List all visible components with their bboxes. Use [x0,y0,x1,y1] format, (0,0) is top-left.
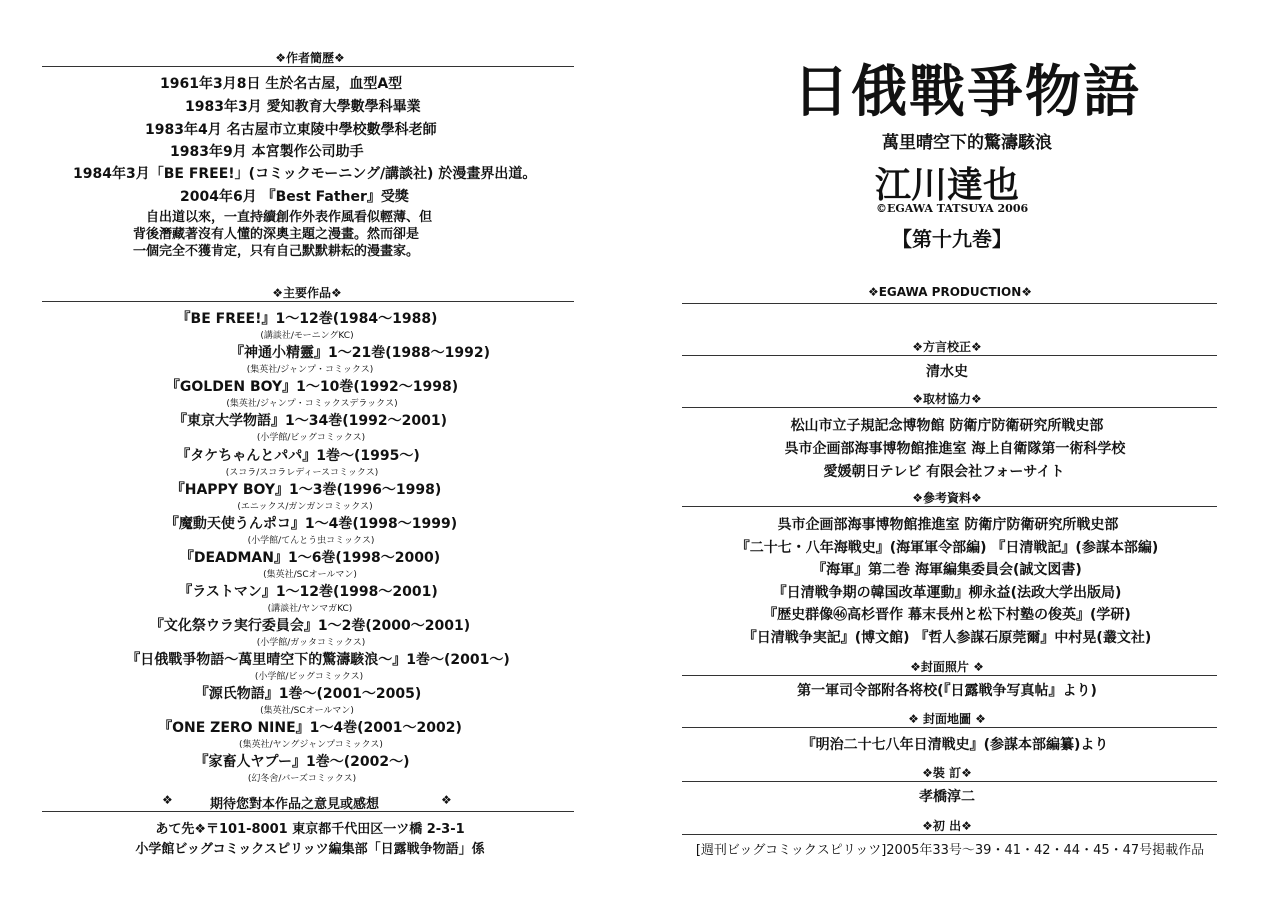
first-published-value: [週刊ビッグコミックスピリッツ]2005年33号〜39・41・42・44・45・47号掲載作品 [695,843,1205,858]
binding-heading: ❖裝 訂❖ [922,766,972,780]
references-heading: ❖參考資料❖ [912,491,982,505]
feedback-mark: ❖ [441,793,452,807]
work-title: 『ONE ZERO NINE』1〜4巻(2001〜2002) [158,720,462,736]
cover-photo-heading: ❖封面照片 ❖ [910,660,984,674]
divider [682,506,1217,507]
bio-line: 1984年3月「BE FREE!」(コミックモーニング/講談社) 於漫畫界出道。 [73,166,537,182]
divider [42,811,574,812]
cooperation-line: 松山市立子規記念博物館 防衛庁防衛研究所戦史部 [790,418,1104,434]
bio-line: 1983年3月 愛知教育大學數學科畢業 [185,99,421,115]
work-publisher: (集英社/ジャンプ・コミックスデラックス) [226,399,398,409]
cooperation-line: 愛媛朝日テレビ 有限会社フォーサイト [823,464,1065,480]
volume-label: 【第十九巻】 [892,227,1012,251]
bio-heading: ❖作者簡歷❖ [275,51,345,65]
bio-line: 1983年4月 名古屋市立東陵中學校數學科老師 [145,122,437,138]
left-page [0,0,620,918]
reference-line: 『日清戦争期の韓国改革運動』柳永益(法政大学出版局) [772,585,1122,601]
divider [682,675,1217,676]
work-publisher: (小学館/てんとう虫コミックス) [247,536,375,546]
feedback-mark: ❖ [162,793,173,807]
work-title: 『ラストマン』1〜12巻(1998〜2001) [178,584,438,600]
work-publisher: (小学館/ビッグコミックス) [254,672,364,682]
work-publisher: (集英社/SCオールマン) [260,706,354,716]
works-heading: ❖主要作品❖ [272,286,342,300]
work-publisher: (集英社/ジャンプ・コミックス) [246,365,374,375]
work-title: 『東京大学物語』1〜34巻(1992〜2001) [173,413,447,429]
divider [682,303,1217,304]
work-title: 『神通小精靈』1〜21巻(1988〜1992) [230,345,490,361]
book-subtitle: 萬里晴空下的驚濤駭浪 [882,133,1052,153]
work-publisher: (幻冬舍/バーズコミックス) [247,774,357,784]
dialect-value: 清水史 [926,364,968,380]
right-page [660,0,1287,918]
production-heading: ❖EGAWA PRODUCTION❖ [867,285,1033,299]
cover-map-credit: 『明治二十七八年日清戦史』(参謀本部編纂)より [801,737,1109,753]
work-title: 『GOLDEN BOY』1〜10巻(1992〜1998) [165,379,459,395]
cooperation-heading: ❖取材協力❖ [912,392,982,406]
author-name: 江川達也 [874,164,1020,206]
dialect-heading: ❖方言校正❖ [912,340,982,354]
divider [682,727,1217,728]
work-title: 『魔動天使うんポコ』1〜4巻(1998〜1999) [164,516,458,532]
work-title: 『文化祭ウラ実行委員会』1〜2巻(2000〜2001) [149,618,471,634]
divider [682,834,1217,835]
work-title: 『BE FREE!』1〜12巻(1984〜1988) [176,311,438,327]
divider [42,66,574,67]
work-publisher: (エニックス/ガンガンコミックス) [237,502,373,512]
cover-map-heading: ❖ 封面地圖 ❖ [908,712,986,726]
bio-text: 背後潛藏著沒有人懂的深奧主題之漫畫。然而卻是 [133,227,420,242]
bio-line: 1983年9月 本宮製作公司助手 [170,144,364,160]
reference-line: 『歴史群像㊻高杉晋作 幕末長州と松下村塾の俊英』(学研) [763,607,1131,623]
divider [682,781,1217,782]
work-publisher: (小学館/ビッグコミックス) [256,433,366,443]
cover-photo-credit: 第一軍司令部附各将校(『日露戦争写真帖』より) [797,683,1097,699]
work-publisher: (スコラ/スコラレディースコミックス) [225,468,379,478]
divider [682,407,1217,408]
divider [682,355,1217,356]
bio-line: 1961年3月8日 生於名古屋，血型A型 [160,76,403,92]
reference-line: 『二十七・八年海戦史』(海軍軍令部編) 『日清戦記』(参謀本部編) [735,540,1159,556]
reference-line: 『日清戦争実記』(博文館) 『哲人参謀石原莞爾』中村晃(叢文社) [742,630,1152,646]
bio-text: 自出道以來，一直持續創作外表作風看似輕薄、但 [146,210,433,225]
feedback-text: 期待您對本作品之意見或感想 [210,797,380,812]
work-publisher: (講談社/ヤンマガKC) [267,604,353,614]
work-publisher: (講談社/モーニングKC) [260,331,354,341]
work-title: 『源氏物語』1巻〜(2001〜2005) [194,686,422,702]
binding-value: 孝橋淳二 [919,789,975,805]
bio-text: 一個完全不獲肯定，只有自己默默耕耘的漫畫家。 [133,244,420,259]
cooperation-line: 呉市企画部海事博物館推進室 海上自衛隊第一術科学校 [784,441,1126,457]
reference-line: 呉市企画部海事博物館推進室 防衛庁防衛研究所戦史部 [777,517,1119,533]
work-publisher: (小学館/ガッタコミックス) [256,638,366,648]
work-publisher: (集英社/ヤングジャンプコミックス) [239,740,383,750]
reference-line: 『海軍』第二巻 海軍編集委員会(誠文図書) [812,562,1082,578]
book-title: 日俄戰爭物語 [793,59,1141,125]
work-title: 『タケちゃんとパパ』1巻〜(1995〜) [176,448,420,464]
copyright: ©EGAWA TATSUYA 2006 [876,202,1029,215]
work-title: 『HAPPY BOY』1〜3巻(1996〜1998) [170,482,442,498]
first-published-heading: ❖初 出❖ [922,819,972,833]
work-publisher: (集英社/SCオールマン) [263,570,357,580]
address-line: 小学館ビッグコミックスピリッツ編集部「日露戦争物語」係 [135,842,485,857]
divider [42,301,574,302]
work-title: 『日俄戰爭物語〜萬里晴空下的驚濤駭浪〜』1巻〜(2001〜) [126,652,510,668]
bio-line: 2004年6月 『Best Father』受獎 [180,189,409,205]
address-line: あて先❖〒101-8001 東京都千代田区一ツ橋 2-3-1 [155,822,465,837]
work-title: 『DEADMAN』1〜6巻(1998〜2000) [179,550,441,566]
work-title: 『家畜人ヤプー』1巻〜(2002〜) [194,754,410,770]
